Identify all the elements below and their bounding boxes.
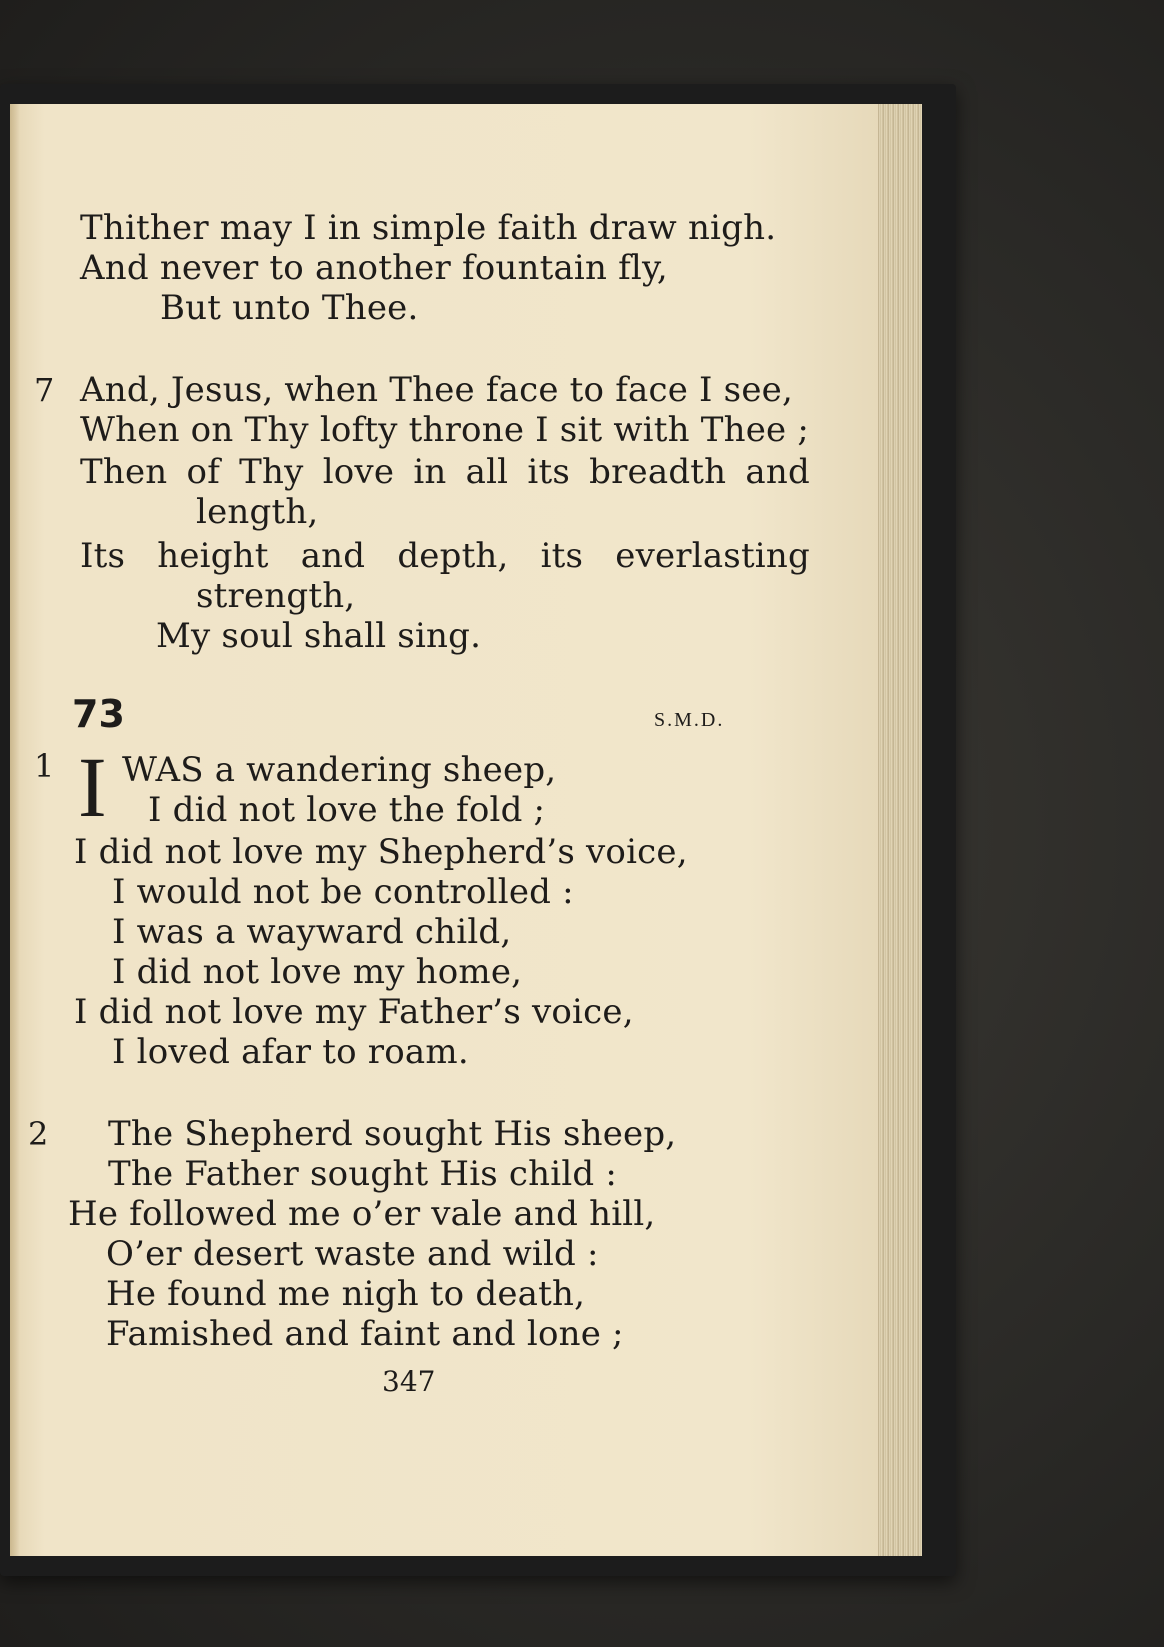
stanza-line: I did not love my home, (112, 952, 523, 992)
stanza-line: Thither may I in simple faith draw nigh. (80, 208, 777, 248)
word: depth, (397, 536, 509, 576)
word: its (527, 452, 570, 492)
book-page (10, 104, 878, 1556)
stanza-line: I would not be controlled : (112, 872, 574, 912)
word: height (157, 536, 269, 576)
stanza-line: And never to another fountain fly, (80, 248, 668, 288)
stanza-line: And, Jesus, when Thee face to face I see, (80, 370, 793, 410)
page-number: 347 (382, 1365, 436, 1398)
word: of (186, 452, 221, 492)
word: breadth (589, 452, 727, 492)
word: and (300, 536, 366, 576)
stanza-line: length, (196, 492, 319, 532)
stanza-line: I did not love my Father’s voice, (74, 992, 634, 1032)
word: Then (80, 452, 168, 492)
word: Thy (239, 452, 304, 492)
stanza-line: The Shepherd sought His sheep, (108, 1114, 677, 1154)
stanza-line: The Father sought His child : (108, 1154, 618, 1194)
stanza-line: My soul shall sing. (156, 616, 482, 656)
stanza-line: I loved afar to roam. (112, 1032, 469, 1072)
stanza-line-justified (80, 452, 810, 492)
stanza-line: I did not love my Shepherd’s voice, (74, 832, 688, 872)
word: love (322, 452, 395, 492)
stanza-line: But unto Thee. (160, 288, 419, 328)
stanza-line: strength, (196, 576, 356, 616)
word: in (413, 452, 447, 492)
stanza-line: He found me nigh to death, (106, 1274, 586, 1314)
drop-cap: I (78, 739, 107, 835)
word: all (465, 452, 509, 492)
stanza-line-justified (80, 536, 810, 576)
stanza-line: He followed me o’er vale and hill, (68, 1194, 656, 1234)
stanza-number: 7 (34, 371, 55, 409)
hymn-meter: S.M.D. (654, 709, 725, 731)
stanza-line: When on Thy lofty throne I sit with Thee ; (80, 410, 810, 450)
word: everlasting (615, 536, 810, 576)
stanza-number: 1 (34, 747, 55, 785)
stanza-line: Famished and faint and lone ; (106, 1314, 624, 1354)
word: and (745, 452, 810, 492)
word: its (540, 536, 584, 576)
stanza-line: I did not love the fold ; (148, 790, 546, 830)
word: Its (80, 536, 126, 576)
gutter-shadow (10, 104, 20, 1556)
stanza-line: I was a wayward child, (112, 912, 512, 952)
hymn-number: 73 (72, 692, 125, 736)
stanza-line: O’er desert waste and wild : (106, 1234, 599, 1274)
stanza-line: WAS a wandering sheep, (122, 750, 557, 790)
stanza-number: 2 (28, 1115, 49, 1153)
